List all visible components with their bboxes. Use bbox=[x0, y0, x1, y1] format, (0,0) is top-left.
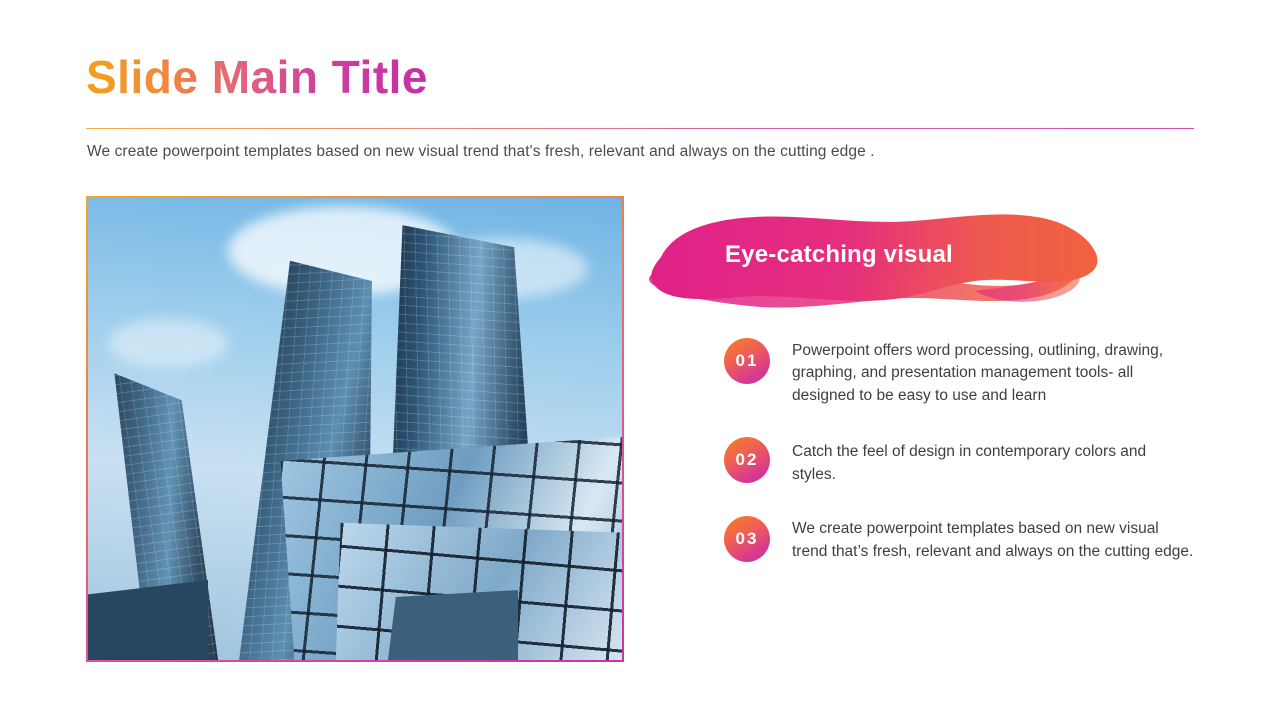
slide-subtitle: We create powerpoint templates based on new visual trend that's fresh, relevant and always on the cutting edge . bbox=[87, 143, 875, 160]
list-item bbox=[724, 336, 1194, 407]
skyscraper-image bbox=[88, 198, 622, 660]
list-item bbox=[724, 435, 1194, 486]
title-divider bbox=[86, 128, 1194, 129]
badge-number: 01 bbox=[724, 338, 770, 384]
brush-banner bbox=[645, 205, 1100, 315]
banner-label: Eye-catching visual bbox=[725, 241, 953, 268]
list-item-text: Powerpoint offers word processing, outlining, drawing, graphing, and presentation management tools- all designed to be easy to use and learn bbox=[792, 342, 1164, 404]
list-item bbox=[724, 514, 1194, 563]
image-frame bbox=[86, 196, 624, 662]
building-shape bbox=[88, 580, 208, 660]
cloud-shape bbox=[108, 318, 228, 368]
list-item-text: Catch the feel of design in contemporary colors and styles. bbox=[792, 443, 1147, 483]
building-shape bbox=[388, 590, 518, 660]
page-title: Slide Main Title bbox=[86, 51, 428, 103]
badge-number: 02 bbox=[724, 437, 770, 483]
bullet-list bbox=[724, 336, 1194, 591]
list-item-text: We create powerpoint templates based on new visual trend that’s fresh, relevant and always on the cutting edge. bbox=[792, 520, 1194, 560]
badge-number: 03 bbox=[724, 516, 770, 562]
